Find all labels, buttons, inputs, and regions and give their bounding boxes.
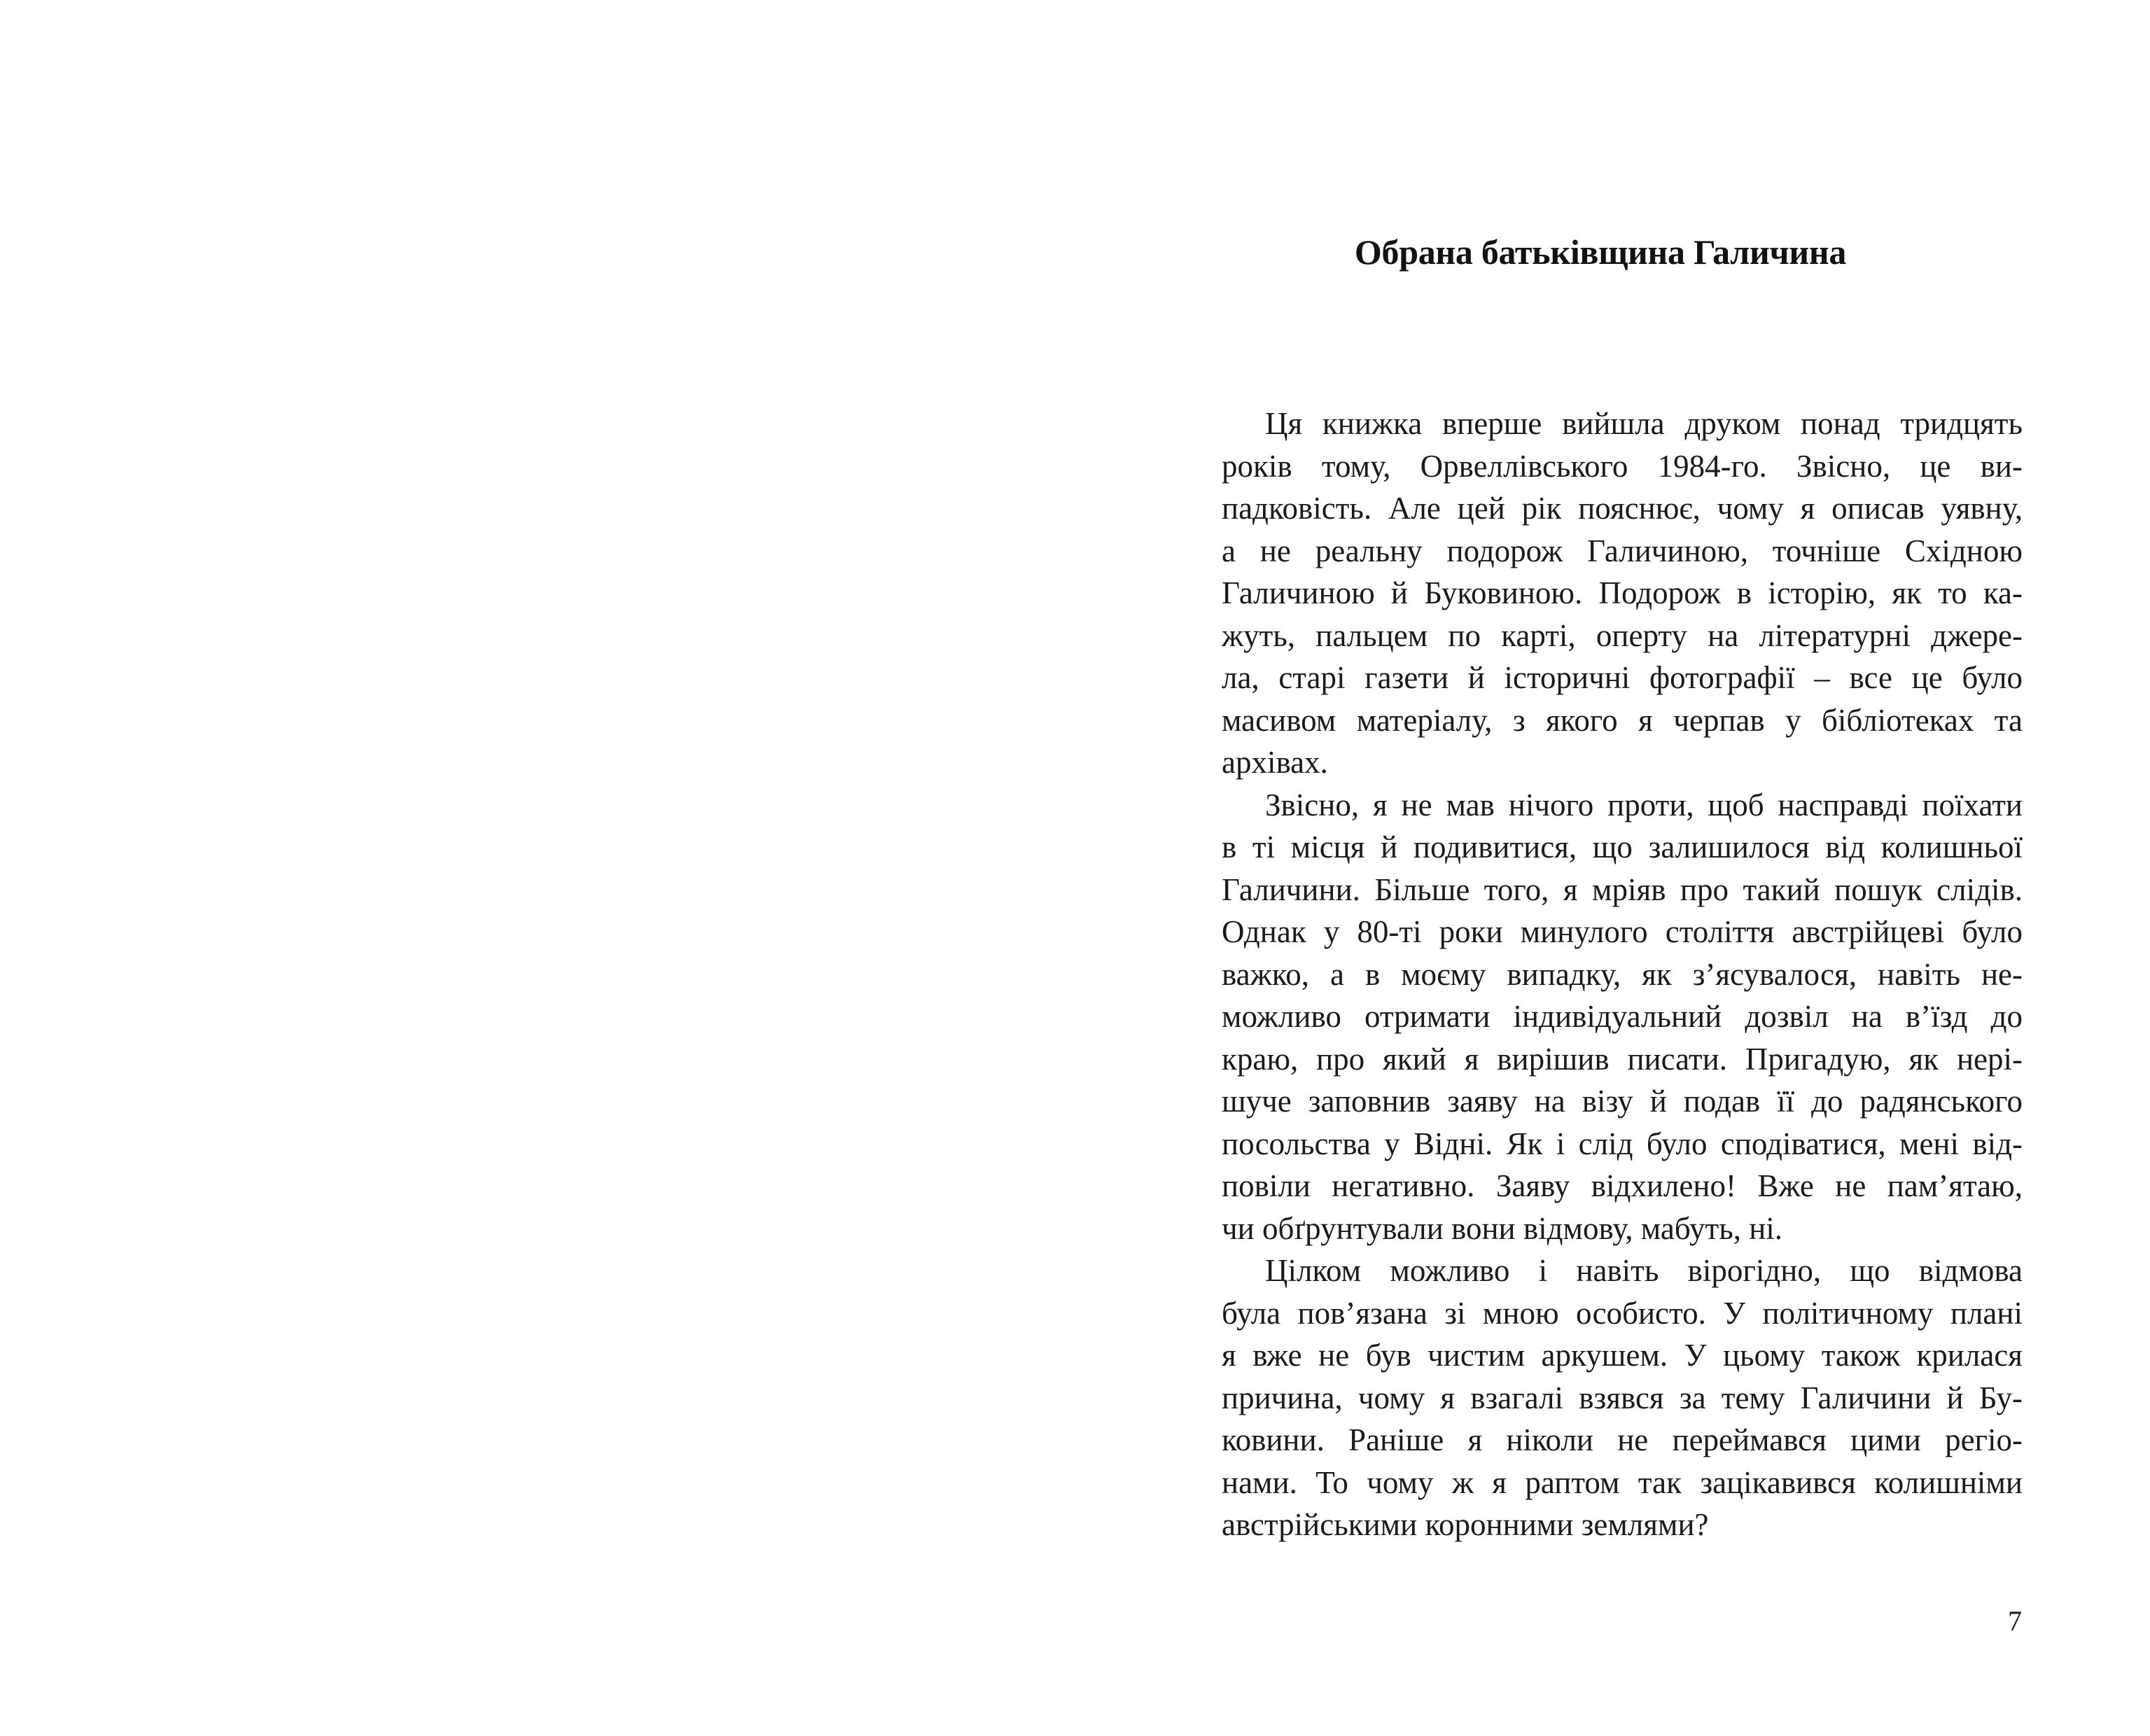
text-line: причина, чому я взагалі взявся за тему Галичини й Бу- (1222, 1380, 2023, 1415)
text-line: ла, старі газети й історичні фотографії – все це було (1222, 660, 2023, 695)
text-line: краю, про який я вирішив писати. Пригадую, як нері- (1222, 1041, 2023, 1077)
text-line: ковини. Раніше я ніколи не переймався цими регіо- (1222, 1422, 2023, 1457)
chapter-title: Обрана батьківщина Галичина (1354, 232, 1847, 272)
text-line: а не реальну подорож Галичиною, точніше Східною (1222, 533, 2023, 568)
text-line: Звісно, я не мав нічого проти, щоб насправді поїхати (1265, 787, 2023, 822)
paragraph-1 (1222, 402, 2023, 784)
text-line: австрійськими коронними землями? (1222, 1507, 1709, 1542)
paragraph-3 (1222, 1250, 2023, 1546)
text-line: жуть, пальцем по карті, оперту на літературні джере- (1222, 617, 2023, 653)
text-line: Галичини. Більше того, я мріяв про такий пошук слідів. (1222, 872, 2023, 907)
text-line: чи обґрунтували вони відмову, мабуть, ні. (1222, 1210, 1783, 1246)
page-number: 7 (2008, 1605, 2022, 1637)
text-line: масивом матеріалу, з якого я черпав у бібліотеках та (1222, 702, 2023, 738)
text-line: нами. То чому ж я раптом так зацікавився колишніми (1222, 1464, 2023, 1500)
text-line: Галичиною й Буковиною. Подорож в історію, як то ка- (1222, 575, 2023, 610)
text-line: посольства у Відні. Як і слід було сподіватися, мені від- (1222, 1126, 2023, 1161)
text-line: архівах. (1222, 745, 1328, 780)
paragraph-2 (1222, 784, 2023, 1250)
text-line: в ті місця й подивитися, що залишилося від колишньої (1222, 830, 2023, 864)
text-line: шуче заповнив заяву на візу й подав її до радянського (1222, 1084, 2023, 1119)
right-page (1075, 0, 2150, 1736)
text-line: падковість. Але цей рік пояснює, чому я описав уявну, (1222, 491, 2023, 526)
text-line: важко, а в моєму випадку, як з’ясувалося, навіть не- (1222, 956, 2023, 992)
text-line: Цілком можливо і навіть вірогідно, що відмова (1265, 1253, 2023, 1288)
body-text (1222, 402, 2023, 1546)
text-line: Однак у 80-ті роки минулого століття австрійцеві було (1222, 914, 2023, 949)
text-line: можливо отримати індивідуальний дозвіл на в’їзд до (1222, 999, 2023, 1034)
text-line: повіли негативно. Заяву відхилено! Вже не пам’ятаю, (1222, 1168, 2023, 1203)
text-line: я вже не був чистим аркушем. У цьому також крилася (1222, 1338, 2023, 1373)
text-line: років тому, Орвеллівського 1984-го. Звісно, це ви- (1222, 448, 2023, 484)
text-line: була пов’язана зі мною особисто. У політичному плані (1222, 1295, 2023, 1331)
text-line: Ця книжка вперше вийшла друком понад тридцять (1265, 406, 2023, 441)
